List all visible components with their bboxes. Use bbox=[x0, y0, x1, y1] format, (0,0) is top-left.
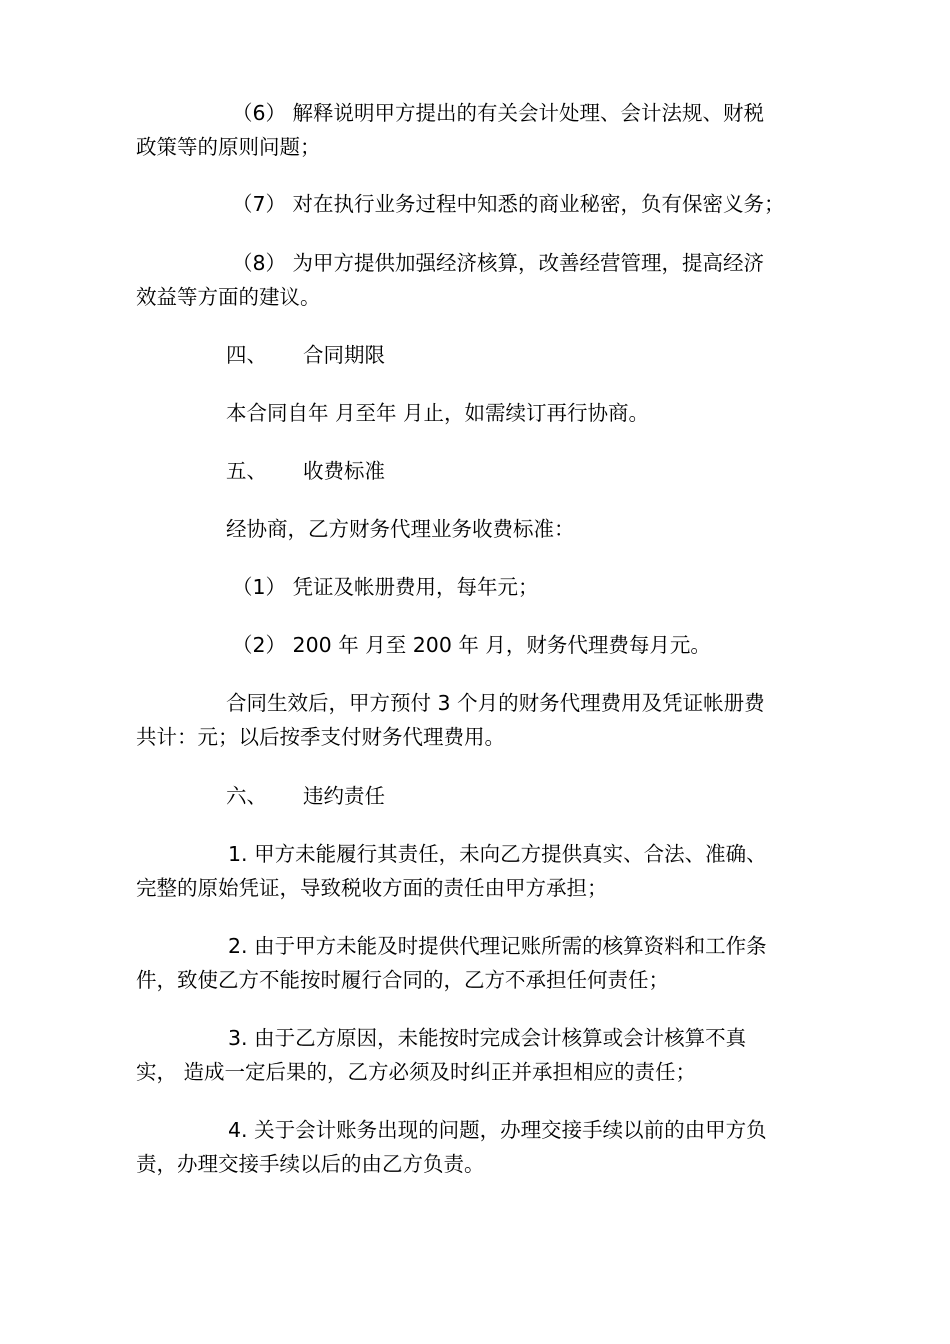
paragraph-line: （7） 对在执行业务过程中知悉的商业秘密，负有保密义务； bbox=[232, 192, 785, 216]
paragraph-line: 责，办理交接手续以后的由乙方负责。 bbox=[136, 1152, 485, 1176]
paragraph-line: 本合同自年 月至年 月止，如需续订再行协商。 bbox=[226, 401, 650, 425]
section-number: 六、 bbox=[226, 784, 267, 808]
paragraph-line: 合同生效后，甲方预付 3 个月的财务代理费用及凭证帐册费 bbox=[226, 691, 765, 715]
paragraph-item-6 bbox=[136, 96, 826, 164]
paragraph-line: 经协商，乙方财务代理业务收费标准： bbox=[226, 517, 575, 541]
paragraph-line: 共计：元；以后按季支付财务代理费用。 bbox=[136, 725, 505, 749]
section-heading-5 bbox=[136, 454, 826, 488]
paragraph-term bbox=[136, 396, 826, 430]
paragraph-breach-4 bbox=[136, 1113, 826, 1181]
section-number: 四、 bbox=[226, 343, 267, 367]
section-title: 收费标准 bbox=[303, 459, 385, 483]
paragraph-line: 效益等方面的建议。 bbox=[136, 285, 321, 309]
paragraph-line: 完整的原始凭证，导致税收方面的责任由甲方承担； bbox=[136, 876, 608, 900]
paragraph-breach-2 bbox=[136, 929, 826, 997]
paragraph-fee-2 bbox=[136, 628, 826, 662]
section-number: 五、 bbox=[226, 459, 267, 483]
paragraph-item-8 bbox=[136, 246, 826, 314]
paragraph-line: 实， 造成一定后果的，乙方必须及时纠正并承担相应的责任； bbox=[136, 1060, 697, 1084]
paragraph-line: （1） 凭证及帐册费用，每年元； bbox=[232, 575, 539, 599]
paragraph-line: 4. 关于会计账务出现的问题，办理交接手续以前的由甲方负 bbox=[228, 1118, 767, 1142]
paragraph-line: （2） 200 年 月至 200 年 月，财务代理费每月元。 bbox=[232, 633, 711, 657]
paragraph-line: 2. 由于甲方未能及时提供代理记账所需的核算资料和工作条 bbox=[228, 934, 767, 958]
paragraph-line: 3. 由于乙方原因，未能按时完成会计核算或会计核算不真 bbox=[228, 1026, 747, 1050]
paragraph-breach-3 bbox=[136, 1021, 826, 1089]
paragraph-fee-intro bbox=[136, 512, 826, 546]
section-title: 合同期限 bbox=[303, 343, 385, 367]
paragraph-prepay bbox=[136, 686, 826, 754]
paragraph-line: 政策等的原则问题； bbox=[136, 135, 321, 159]
section-heading-6 bbox=[136, 779, 826, 813]
section-heading-4 bbox=[136, 338, 826, 372]
paragraph-line: 件，致使乙方不能按时履行合同的，乙方不承担任何责任； bbox=[136, 968, 669, 992]
paragraph-line: （8） 为甲方提供加强经济核算，改善经营管理，提高经济 bbox=[232, 251, 765, 275]
paragraph-breach-1 bbox=[136, 837, 826, 905]
paragraph-line: （6） 解释说明甲方提出的有关会计处理、会计法规、财税 bbox=[232, 101, 765, 125]
paragraph-item-7 bbox=[136, 187, 826, 221]
paragraph-line: 1. 甲方未能履行其责任，未向乙方提供真实、合法、准确、 bbox=[228, 842, 767, 866]
paragraph-fee-1 bbox=[136, 570, 826, 604]
section-title: 违约责任 bbox=[303, 784, 385, 808]
